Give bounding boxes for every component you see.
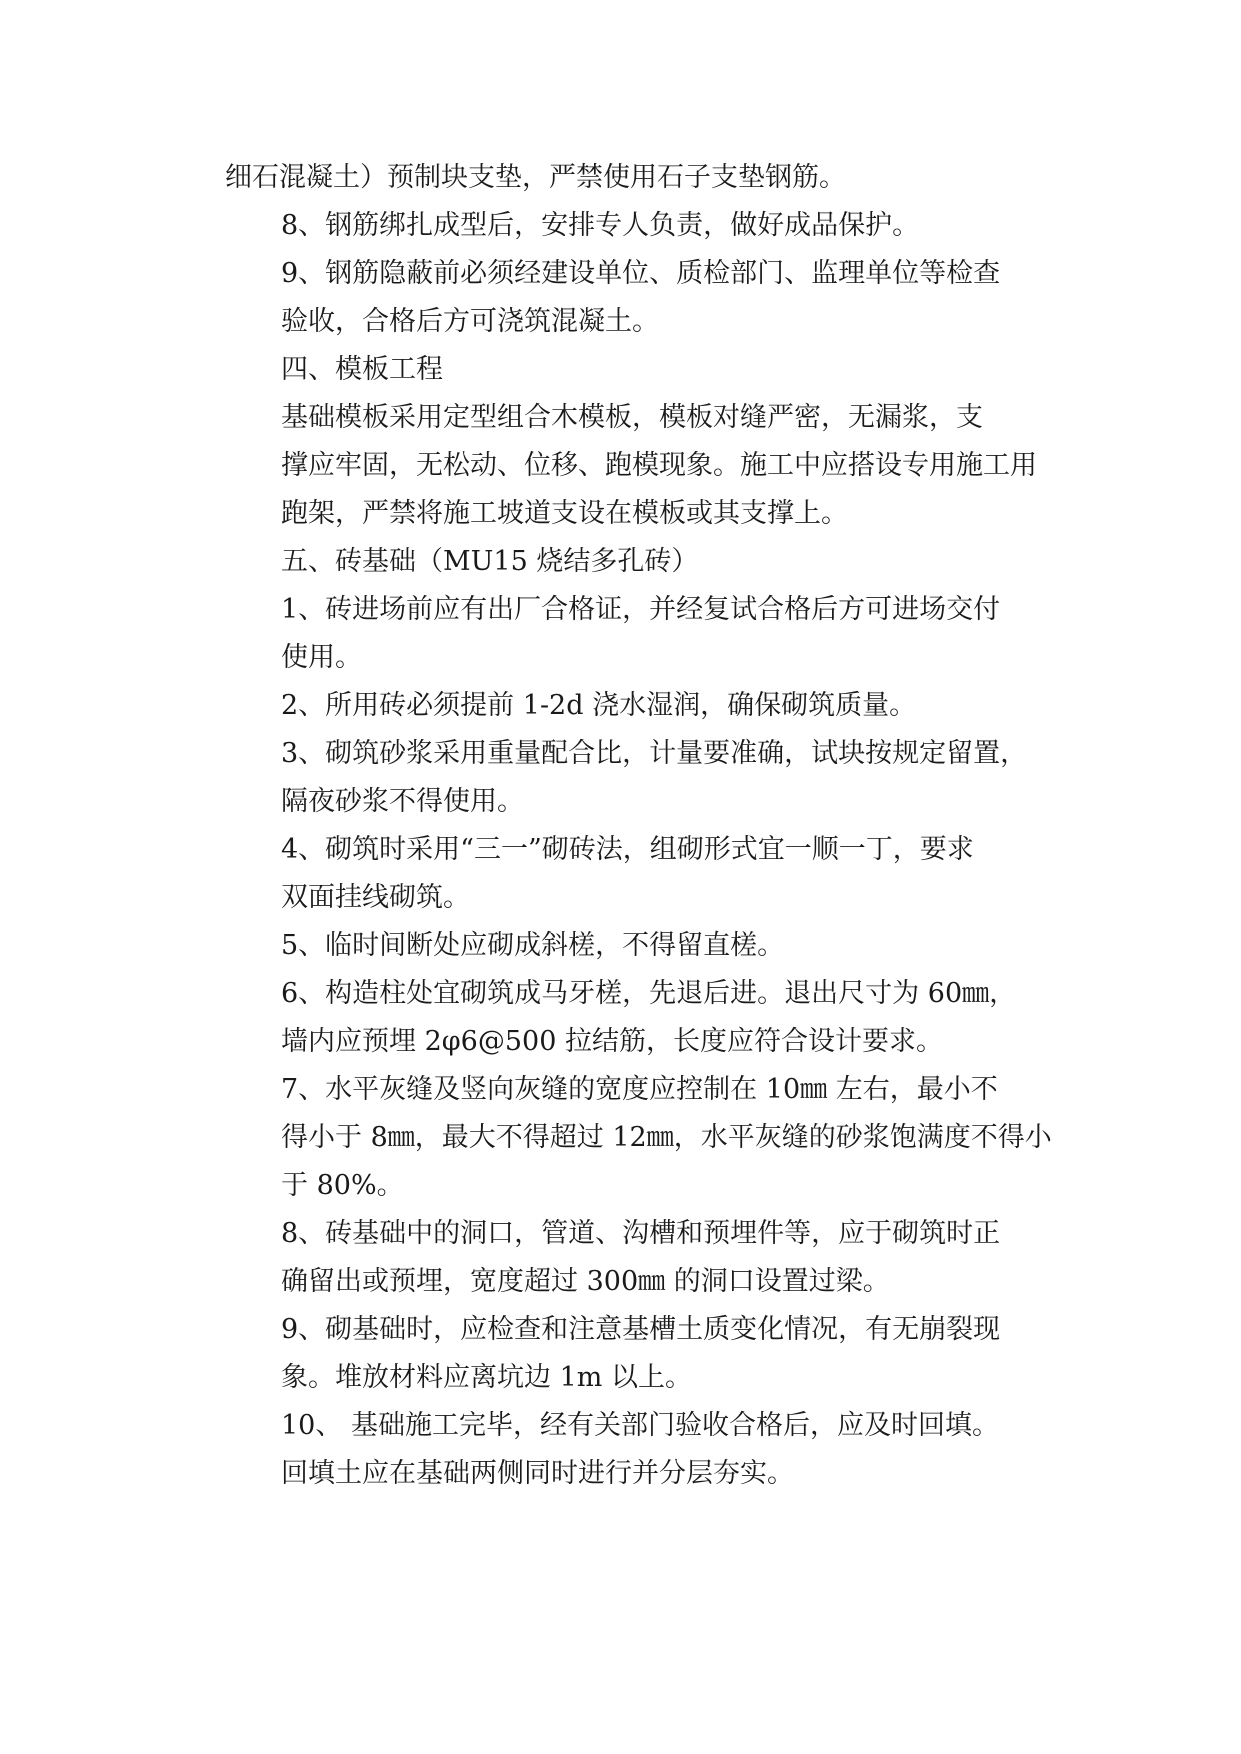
text-line: 墙内应预埋 2φ6@500 拉结筋，长度应符合设计要求。 bbox=[281, 1026, 943, 1057]
paragraph bbox=[225, 1402, 1055, 1498]
document-body bbox=[225, 154, 1055, 1498]
text-line: 五、砖基础（MU15 烧结多孔砖） bbox=[281, 546, 699, 577]
text-line: 撑应牢固，无松动、位移、跑模现象。施工中应搭设专用施工用 bbox=[281, 450, 1037, 481]
paragraph bbox=[225, 730, 1055, 826]
text-line: 3、砌筑砂浆采用重量配合比，计量要准确，试块按规定留置， bbox=[281, 738, 1028, 769]
text-line: 5、临时间断处应砌成斜槎，不得留直槎。 bbox=[281, 930, 785, 961]
text-line: 得小于 8㎜，最大不得超过 12㎜，水平灰缝的砂浆饱满度不得小 bbox=[281, 1122, 1052, 1153]
paragraph bbox=[225, 154, 1055, 202]
paragraph bbox=[225, 394, 1055, 538]
text-line: 6、构造柱处宜砌筑成马牙槎，先退后进。退出尺寸为 60㎜， bbox=[281, 978, 1017, 1009]
text-line: 4、砌筑时采用“三一”砌砖法，组砌形式宜一顺一丁，要求 bbox=[281, 834, 974, 865]
text-line: 2、所用砖必须提前 1-2d 浇水湿润，确保砌筑质量。 bbox=[281, 690, 917, 721]
paragraph bbox=[225, 826, 1055, 922]
paragraph bbox=[225, 586, 1055, 682]
paragraph bbox=[225, 1210, 1055, 1306]
paragraph bbox=[225, 970, 1055, 1066]
text-line: 7、水平灰缝及竖向灰缝的宽度应控制在 10㎜ 左右，最小不 bbox=[281, 1074, 998, 1105]
text-line: 基础模板采用定型组合木模板，模板对缝严密，无漏浆，支 bbox=[281, 402, 983, 433]
paragraph bbox=[225, 202, 1055, 250]
text-line: 10、 基础施工完毕，经有关部门验收合格后，应及时回填。 bbox=[281, 1410, 999, 1441]
text-line: 8、砖基础中的洞口，管道、沟槽和预埋件等，应于砌筑时正 bbox=[281, 1218, 1001, 1249]
text-line: 9、钢筋隐蔽前必须经建设单位、质检部门、监理单位等检查 bbox=[281, 258, 1001, 289]
text-line: 跑架，严禁将施工坡道支设在模板或其支撑上。 bbox=[281, 498, 848, 529]
paragraph bbox=[225, 538, 1055, 586]
paragraph bbox=[225, 682, 1055, 730]
paragraph bbox=[225, 346, 1055, 394]
text-line: 于 80%。 bbox=[281, 1170, 404, 1201]
text-line: 隔夜砂浆不得使用。 bbox=[281, 786, 524, 817]
text-line: 1、砖进场前应有出厂合格证，并经复试合格后方可进场交付 bbox=[281, 594, 1001, 625]
text-line: 8、钢筋绑扎成型后，安排专人负责，做好成品保护。 bbox=[281, 210, 920, 241]
text-line: 9、砌基础时，应检查和注意基槽土质变化情况，有无崩裂现 bbox=[281, 1314, 1001, 1345]
text-line: 确留出或预埋，宽度超过 300㎜ 的洞口设置过梁。 bbox=[281, 1266, 890, 1297]
text-line: 验收，合格后方可浇筑混凝土。 bbox=[281, 306, 659, 337]
text-line: 四、模板工程 bbox=[281, 354, 443, 385]
text-line: 双面挂线砌筑。 bbox=[281, 882, 470, 913]
text-line: 象。堆放材料应离坑边 1m 以上。 bbox=[281, 1362, 692, 1393]
paragraph bbox=[225, 922, 1055, 970]
paragraph bbox=[225, 1306, 1055, 1402]
text-line: 使用。 bbox=[281, 642, 362, 673]
paragraph bbox=[225, 250, 1055, 346]
text-line: 回填土应在基础两侧同时进行并分层夯实。 bbox=[281, 1458, 794, 1489]
paragraph bbox=[225, 1066, 1055, 1210]
text-line: 细石混凝土）预制块支垫，严禁使用石子支垫钢筋。 bbox=[225, 162, 846, 193]
